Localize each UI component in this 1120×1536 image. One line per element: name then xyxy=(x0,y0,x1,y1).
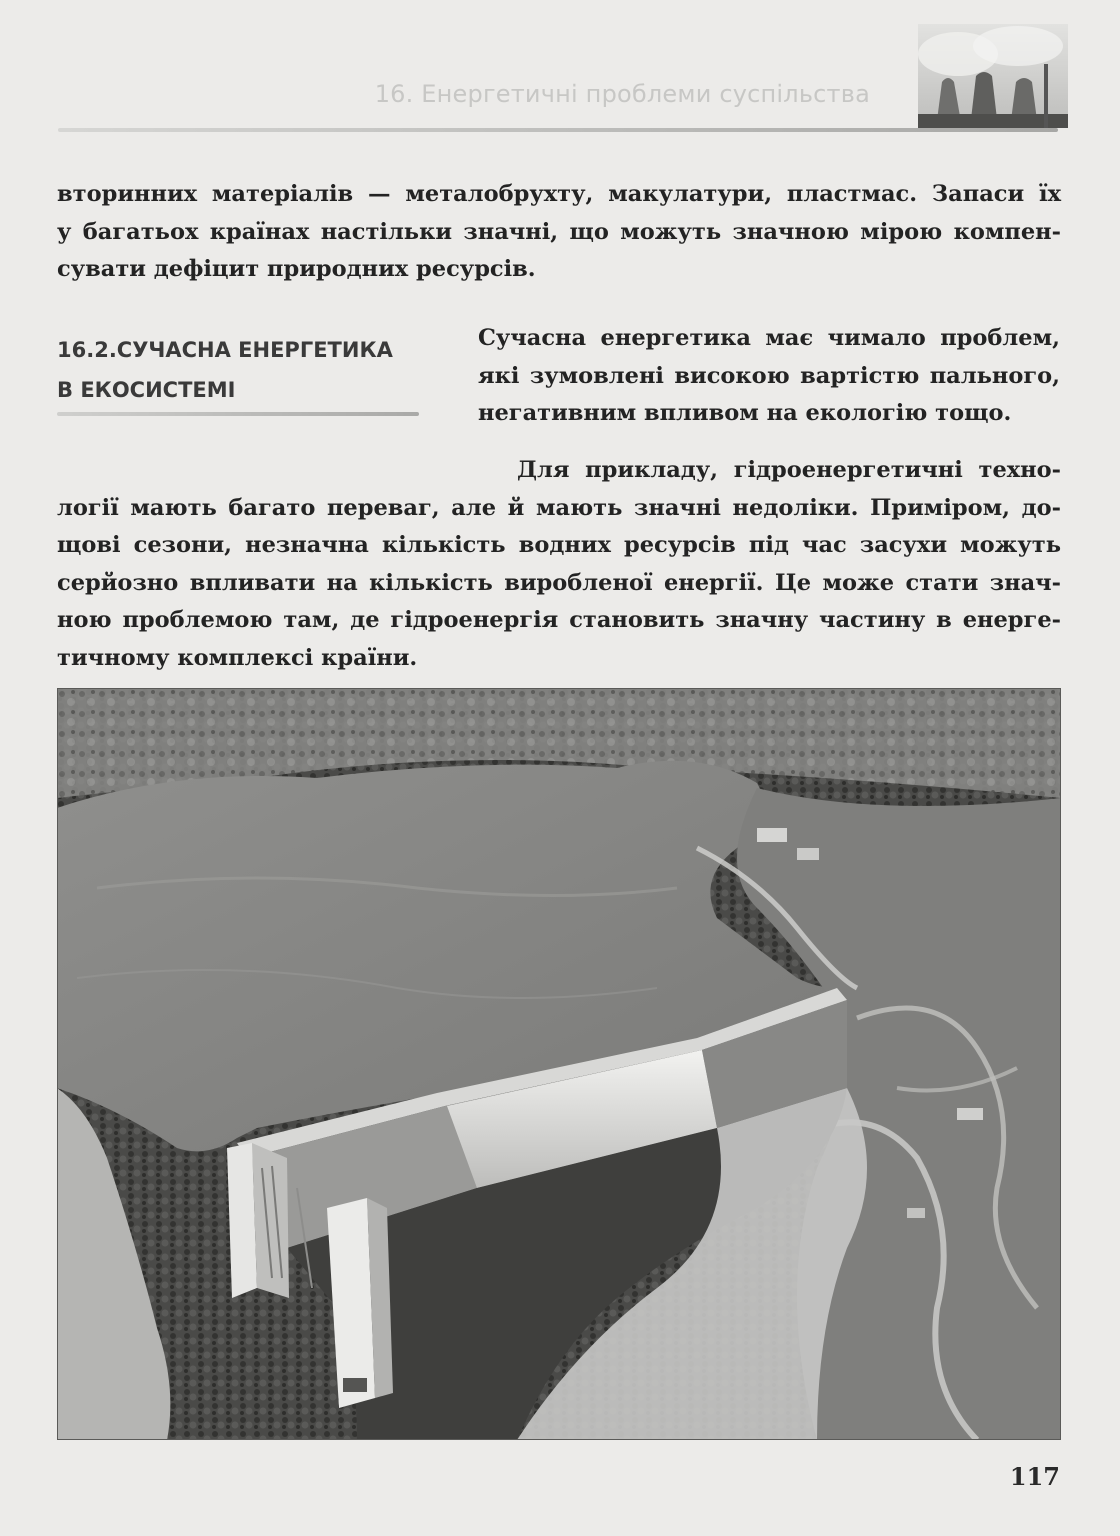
paragraph-continued xyxy=(57,176,1061,289)
text-line: серйозно впливати на кількість виробленої енергії. Це може стати знач- xyxy=(57,569,1061,596)
section-heading xyxy=(57,330,427,410)
running-header: 16. Енергетичні проблеми суспільства xyxy=(374,80,870,108)
section-heading-line: 16.2.СУЧАСНА ЕНЕРГЕТИКА xyxy=(57,338,393,362)
page-number: 117 xyxy=(1009,1462,1060,1491)
text-line: сувати дефіцит природних ресурсів. xyxy=(57,256,536,282)
section-divider xyxy=(57,412,419,416)
text-line: тичному комплексі країни. xyxy=(57,644,418,671)
hydro-paragraph xyxy=(57,452,1061,677)
text-line: ною проблемою там, де гідроенергія становить значну частину в енерге- xyxy=(57,607,1061,633)
section-intro-paragraph xyxy=(478,320,1060,433)
header-divider xyxy=(58,128,1058,132)
text-line: щові сезони, незначна кількість водних ресурсів під час засухи можуть xyxy=(57,532,1061,558)
text-line: Сучасна енергетика має чимало проблем, xyxy=(478,325,1060,351)
text-line: негативним впливом на екологію тощо. xyxy=(478,400,1012,426)
text-line: логії мають багато переваг, але й мають значні недоліки. Приміром, до- xyxy=(57,494,1061,521)
text-line: які зумовлені високою вартістю пального, xyxy=(478,362,1060,389)
hydroelectric-dam-photo xyxy=(57,688,1061,1440)
text-line: вторинних матеріалів — металобрухту, макулатури, пластмас. Запаси їх xyxy=(57,181,1061,207)
cooling-towers-photo xyxy=(918,24,1068,128)
text-line: у багатьох країнах настільки значні, що можуть значною мірою компен- xyxy=(57,218,1061,245)
section-heading-line: В ЕКОСИСТЕМІ xyxy=(57,378,236,402)
text-line: Для прикладу, гідроенергетичні техно- xyxy=(517,457,1061,483)
